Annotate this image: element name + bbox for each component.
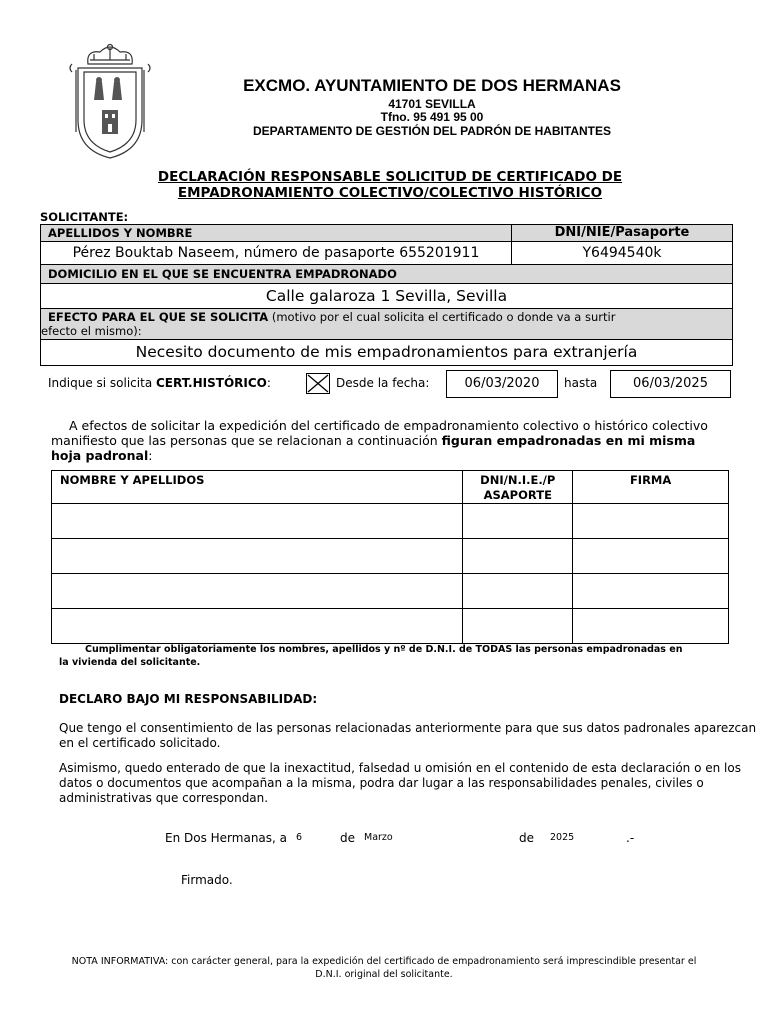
historic-colon: : — [266, 376, 271, 390]
member-id-cell[interactable] — [463, 609, 573, 644]
member-sign-cell[interactable] — [573, 504, 729, 539]
member-name-cell[interactable] — [52, 574, 463, 609]
municipality-city: 41701 SEVILLA — [388, 97, 476, 111]
footer-note-line-2: D.N.I. original del solicitante. — [315, 969, 453, 980]
table-row — [52, 539, 729, 574]
declaration-p2-line-3: administrativas que correspondan. — [59, 791, 269, 805]
document-title-line-1: DECLARACIÓN RESPONSABLE SOLICITUD DE CERTIFICADO DE — [157, 169, 623, 185]
document-title-line-2: EMPADRONAMIENTO COLECTIVO/COLECTIVO HISTÓRICO — [177, 185, 603, 201]
intro-line-3-plain: : — [148, 448, 153, 463]
from-date-field[interactable]: 06/03/2020 — [446, 370, 558, 398]
applicant-id-field[interactable] — [511, 241, 733, 265]
member-name-cell[interactable] — [52, 609, 463, 644]
table-header-row — [52, 471, 729, 504]
purpose-header-line-1 — [41, 309, 732, 324]
address-value: Calle galaroza 1 Sevilla, Sevilla — [265, 287, 508, 305]
historic-question — [48, 376, 271, 390]
member-sign-cell[interactable] — [573, 539, 729, 574]
intro-line-2-plain: manifiesto que las personas que se relacionan a continuación — [51, 433, 442, 448]
address-header-cell — [40, 264, 733, 284]
id-header-cell — [511, 224, 733, 242]
member-name-cell[interactable] — [52, 504, 463, 539]
signature-month[interactable]: Marzo — [364, 832, 393, 843]
table-row — [52, 574, 729, 609]
municipality-phone: Tfno. 95 491 95 00 — [380, 110, 484, 124]
purpose-header-bold: EFECTO PARA EL QUE SE SOLICITA — [48, 310, 269, 324]
name-header-cell — [40, 224, 512, 242]
signature-year[interactable]: 2025 — [550, 832, 575, 843]
municipality-title: EXCMO. AYUNTAMIENTO DE DOS HERMANAS — [243, 76, 621, 95]
intro-line-3-bold: hoja padronal — [51, 448, 149, 463]
mandatory-note-line-1: Cumplimentar obligatoriamente los nombres, apellidos y nº de D.N.I. de TODAS las personas empadronadas en — [85, 644, 683, 655]
household-members-table — [51, 470, 729, 644]
id-header: DNI/NIE/Pasaporte — [554, 225, 690, 240]
intro-line-3 — [51, 447, 152, 464]
purpose-header-line-2: efecto el mismo): — [41, 324, 142, 338]
intro-line-1: A efectos de solicitar la expedición del certificado de empadronamiento colectivo o histórico colectivo — [69, 418, 708, 433]
purpose-header-rest: (motivo por el cual solicita el certificado o donde va a surtir — [268, 310, 616, 324]
checkbox-x-icon — [307, 374, 329, 393]
purpose-value: Necesito documento de mis empadronamientos para extranjería — [135, 343, 638, 361]
signed-label: Firmado. — [181, 873, 233, 887]
applicant-section-label: SOLICITANTE: — [40, 210, 129, 224]
declaration-p1-line-2: en el certificado solicitado. — [59, 736, 221, 750]
address-field[interactable] — [40, 283, 733, 309]
purpose-field[interactable] — [40, 339, 733, 366]
applicant-name-value: Pérez Bouktab Naseem, número de pasaporte 655201911 — [72, 245, 480, 261]
signature-de-2: de — [519, 831, 534, 845]
table-row — [52, 609, 729, 644]
historic-checkbox[interactable] — [306, 373, 330, 394]
col-header-name: NOMBRE Y APELLIDOS — [52, 471, 463, 504]
signature-day[interactable]: 6 — [296, 832, 303, 843]
member-id-cell[interactable] — [463, 504, 573, 539]
intro-line-2-bold: figuran empadronadas en mi misma — [441, 433, 696, 448]
declaration-p2-line-1: Asimismo, quedo enterado de que la inexactitud, falsedad u omisión en el contenido de esta declaración o en los — [59, 761, 741, 775]
declaration-p2-line-2: datos o documentos que acompañan a la misma, podra dar lugar a las responsabilidades penales, civiles o — [59, 776, 704, 790]
address-header: DOMICILIO EN EL QUE SE ENCUENTRA EMPADRONADO — [48, 267, 397, 281]
col-header-id-line-2: ASAPORTE — [483, 488, 552, 502]
col-header-sign: FIRMA — [573, 471, 729, 504]
to-date-field[interactable]: 06/03/2025 — [610, 370, 731, 398]
historic-prefix: Indique si solicita — [48, 376, 156, 390]
signature-place: En Dos Hermanas, a — [165, 831, 288, 845]
member-id-cell[interactable] — [463, 574, 573, 609]
footer-note-line-1: NOTA INFORMATIVA: con carácter general, para la expedición del certificado de empadronamiento será imprescindible presentar el — [71, 956, 697, 967]
signature-de-1: de — [340, 831, 355, 845]
col-header-id-line-1: DNI/N.I.E./P — [480, 473, 556, 487]
declaration-heading: DECLARO BAJO MI RESPONSABILIDAD: — [59, 692, 318, 706]
department-name: DEPARTAMENTO DE GESTIÓN DEL PADRÓN DE HABITANTES — [252, 124, 612, 138]
applicant-id-value: Y6494540k — [582, 245, 662, 261]
signature-end: .- — [626, 831, 635, 845]
member-id-cell[interactable] — [463, 539, 573, 574]
to-date-label: hasta — [564, 376, 598, 390]
purpose-header-cell — [40, 308, 733, 340]
name-header: APELLIDOS Y NOMBRE — [48, 226, 193, 240]
member-sign-cell[interactable] — [573, 609, 729, 644]
declaration-p1-line-1: Que tengo el consentimiento de las personas relacionadas anteriormente para que sus datos padronales aparezcan — [59, 721, 757, 735]
member-name-cell[interactable] — [52, 539, 463, 574]
coat-of-arms-logo — [66, 42, 154, 162]
from-date-label: Desde la fecha: — [336, 376, 430, 390]
member-sign-cell[interactable] — [573, 574, 729, 609]
mandatory-note-line-2: la vivienda del solicitante. — [59, 657, 201, 668]
historic-bold-label: CERT.HISTÓRICO — [155, 376, 267, 390]
col-header-id — [463, 471, 573, 504]
table-row — [52, 504, 729, 539]
applicant-name-field[interactable] — [40, 241, 512, 265]
